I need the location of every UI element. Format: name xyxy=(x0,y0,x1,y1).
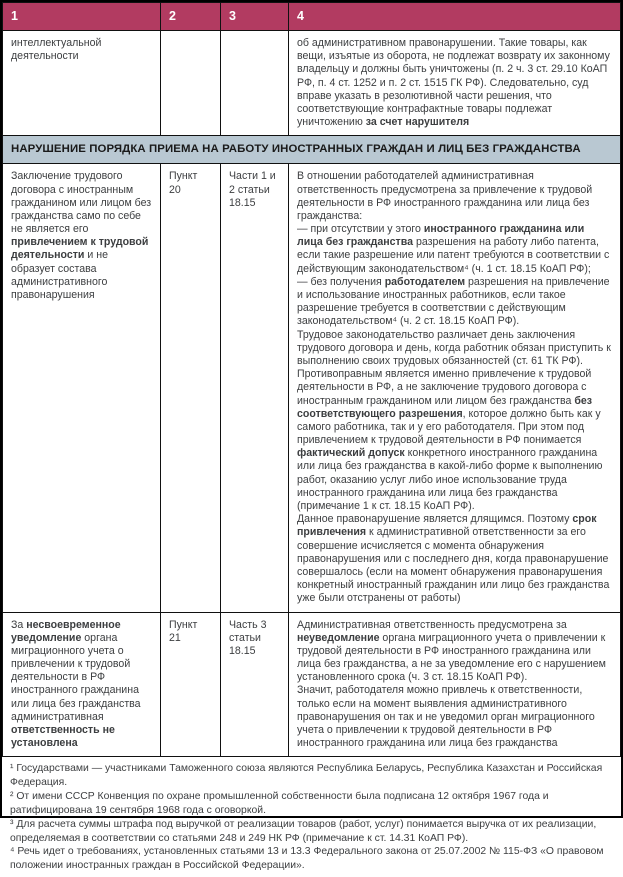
table-header-row xyxy=(3,3,621,31)
table-row xyxy=(3,612,621,757)
cell-article: Часть 3 статьи 18.15 xyxy=(221,612,289,757)
cell-topic: Заключение трудового договора с иностранным гражданином или лицом без гражданства само по себе не является его привлечением к трудовой деятельности и не образует состава административного правонарушения xyxy=(3,164,161,612)
table-row xyxy=(3,164,621,612)
footnote: ⁴ Речь идет о требованиях, установленных статьями 13 и 13.3 Федерального закона от 25.07.2002 № 115-ФЗ «О правовом положении иностранных граждан в Российской Федерации». xyxy=(10,846,604,872)
cell-topic: За несвоевременное уведомление органа миграционного учета о привлечении к трудовой деятельности в РФ иностранного гражданина или лица без гражданства административная ответственность не установлена xyxy=(3,612,161,757)
legal-reference-table xyxy=(2,2,621,757)
cell-comment: В отношении работодателей административная ответственность предусмотрена за привлечение к трудовой деятельности в РФ иностранного гражданина или лица без гражданства: — при отсутствии у этого иностранного гражданина или лица без гражданства разрешения на работу либо патента, если такие разрешение или патент требуются в соответствии с действующим законодательством⁴ (ч. 1 ст. 18.15 КоАП РФ); — без получения работодателем разрешения на привлечение и использование иностранных работников, если такое разрешение требуется в соответствии с действующим законодательством⁴ (ч. 2 ст. 18.15 КоАП РФ). Трудовое законодательство различает день заключения трудового договора и день, когда работник обязан приступить к выполнению своих трудовых обязанностей (ст. 61 ТК РФ). Противоправным является именно привлечение к трудовой деятельности в РФ, а не заключение трудового договора с иностранным гражданином или лицом без гражданства без соответствующего разрешения, которое должно быть как у самого работника, так и у его работодателя. При этом под привлечением к трудовой деятельности в РФ понимается фактический допуск конкретного иностранного гражданина или лица без гражданства в какой-либо форме к выполнению работ, оказанию услуг либо иное использование труда иностранного гражданина или лица без гражданства (примечание 1 к ст. 18.15 КоАП РФ). Данное правонарушение является длящимся. Поэтому срок привлечения к административной ответственности за его совершение исчисляется с момента обнаружения правонарушения или с последнего дня, когда правонарушение совершалось (если на момент обнаружения правонарушения конкретный иностранный гражданин или лицо без гражданства уже были отстранены от работы) xyxy=(289,164,621,612)
cell-article: Части 1 и 2 статьи 18.15 xyxy=(221,164,289,612)
footnote: ³ Для расчета суммы штрафа под выручкой от реализации товаров (работ, услуг) понимается выручка от их реализации, определяемая в соответствии со статьями 248 и 249 НК РФ (примечание к ст. 14.31 КоАП РФ). xyxy=(10,818,597,844)
section-header: НАРУШЕНИЕ ПОРЯДКА ПРИЕМА НА РАБОТУ ИНОСТРАННЫХ ГРАЖДАН И ЛИЦ БЕЗ ГРАЖДАНСТВА xyxy=(3,136,621,164)
cell-point: Пункт 21 xyxy=(161,612,221,757)
column-header-4: 4 xyxy=(289,3,621,31)
cell-article xyxy=(221,31,289,136)
footnote: ² От имени СССР Конвенция по охране промышленной собственности была подписана 12 октября 1967 года и ратифицирована 19 сентября 1968 года с оговоркой. xyxy=(10,791,549,816)
table-row xyxy=(3,31,621,136)
section-header-row xyxy=(3,136,621,164)
cell-point xyxy=(161,31,221,136)
column-header-1: 1 xyxy=(3,3,161,31)
cell-comment: об административном правонарушении. Такие товары, как вещи, изъятые из оборота, не подлежат возврату их законному владельцу и должны быть уничтожены (п. 2 ч. 3 ст. 29.10 КоАП РФ, п. 4 ст. 1252 и п. 2 ст. 1515 ГК РФ). Следовательно, суд вправе указать в резолютивной части решения, что соответствующие контрафактные товары подлежат уничтожению за счет нарушителя xyxy=(289,31,621,136)
cell-topic: интеллектуальной деятельности xyxy=(3,31,161,136)
footnote: ¹ Государствами — участниками Таможенного союза являются Республика Беларусь, Республика Казахстан и Российская Федерация. xyxy=(10,763,603,789)
footnotes xyxy=(2,757,621,877)
column-header-3: 3 xyxy=(221,3,289,31)
cell-point: Пункт 20 xyxy=(161,164,221,612)
column-header-2: 2 xyxy=(161,3,221,31)
cell-comment: Административная ответственность предусмотрена за неуведомление органа миграционного учета о привлечении к трудовой деятельности в РФ иностранного гражданина или лица без гражданства, а не за уведомление его с нарушением установленного срока (ч. 3 ст. 18.15 КоАП РФ). Значит, работодателя можно привлечь к ответственности, только если на момент выявления административного правонарушения он так и не уведомил орган миграционного учета о привлечении к трудовой деятельности в РФ иностранного гражданина или лица без гражданства xyxy=(289,612,621,757)
